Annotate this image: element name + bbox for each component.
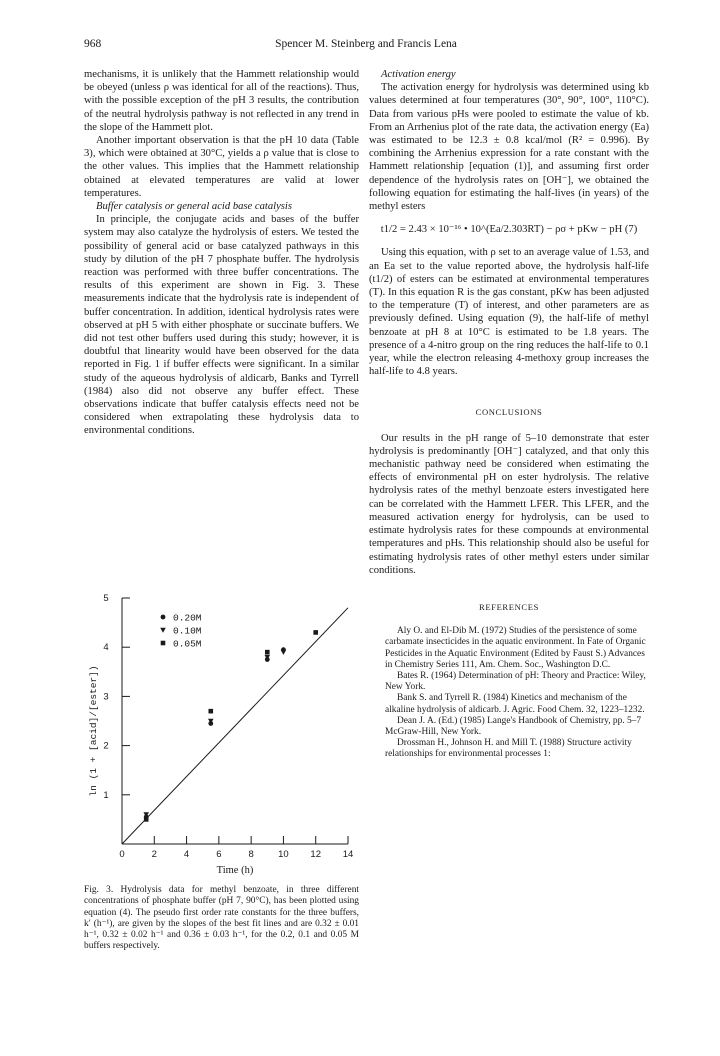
x-axis-label: Time (h): [216, 865, 254, 876]
legend-marker: [161, 615, 166, 620]
x-tick-label: 6: [216, 849, 222, 860]
section-heading-activation: Activation energy: [381, 69, 456, 80]
chart-fit-line: [122, 608, 348, 844]
figure-3: [84, 586, 359, 886]
legend-label: 0.20M: [173, 612, 202, 624]
references-heading: REFERENCES: [479, 601, 539, 612]
legend-marker: [160, 628, 166, 633]
right-column: [369, 68, 649, 761]
best-fit-line: [122, 608, 348, 844]
chart-points: [143, 630, 318, 822]
data-point-0.05m: [265, 650, 270, 655]
left-paragraph-2: Another important observation is that the pH 10 data (Table 3), which were obtained at 30°C, yields a ρ value that is close to the other values. This implies that the Hammett relationship obtained at elevated temperatures are valid at lower temperatures.: [84, 135, 359, 199]
equation-7: t1/2 = 2.43 × 10⁻¹⁶ • 10^(Ea/2.303RT) − ρσ + pKw − pH (7): [380, 224, 638, 236]
reference-list: [369, 626, 649, 760]
section-heading-buffer: Buffer catalysis or general acid base catalysis: [96, 201, 292, 213]
running-header: [84, 38, 648, 54]
data-point-0.05m: [313, 630, 318, 635]
reference-item: Bank S. and Tyrrell R. (1984) Kinetics and mechanism of the alkaline hydrolysis of aldicarb. J. Agric. Food Chem. 32, 1223–1232.: [385, 693, 645, 715]
conclusions-heading: CONCLUSIONS: [475, 407, 543, 418]
right-paragraph-1: The activation energy for hydrolysis was determined using kb values determined at four temperatures (30°, 90°, 100°, 110°C). Data from various pHs were pooled to estimate the value of kb. From an Arrhenius plot of the rate data, the activation energy (Ea) was estimated to be 12.3 ± 0.8 kcal/mol (R² = 0.996). By combining the Arrhenius expression for a rate constant with the Hammett relationship [equation (1)], and assuming first order dependence of the hydrolysis rates on [OH⁻], we obtained the following equation for estimating the half-lives (in years) of the methyl esters: [369, 82, 649, 213]
legend-label: 0.05M: [173, 638, 202, 650]
chart-legend: [160, 613, 202, 650]
y-axis-label: ln (1 + [acid]/[ester]): [88, 665, 99, 797]
x-tick-label: 2: [151, 849, 157, 860]
reference-item: Dean J. A. (Ed.) (1985) Lange's Handbook of Chemistry, pp. 5–7 McGraw-Hill, New York.: [385, 715, 642, 737]
x-tick-label: 0: [119, 849, 125, 860]
reference-item: Drossman H., Johnson H. and Mill T. (1988) Structure activity relationships for environmental processes 1:: [385, 738, 632, 760]
y-tick-label: 2: [103, 740, 109, 752]
figure-3-chart: [84, 586, 359, 886]
legend-label: 0.10M: [173, 625, 202, 637]
data-point-0.05m: [208, 709, 213, 714]
left-paragraph-3: In principle, the conjugate acids and bases of the buffer system may also catalyze the hydrolysis of esters. We tested the possibility of general acid or base catalyzed pathways in this study by dilution of the pH 7 phosphate buffer. The hydrolysis reaction was performed with three buffer concentrations. The results of this experiment are shown in Fig. 3. These measurements indicate that the hydrolysis rate is independent of buffer concentration. In addition, identical hydrolysis rates were observed at pH 5 with either phosphate or succinate buffers. We did not test other buffers used during this study; however, it is doubtful that linearity would have been observed for the data reported in Fig. 1 if buffer effects were significant. In a similar study of the aqueous hydrolysis of aldicarb, Banks and Tyrrell (1984) also did not observe any buffer effect. These observations indicate that buffer catalysis effects need not be considered when extrapolating these hydrolysis data to environmental conditions.: [84, 214, 359, 437]
chart-axes: [122, 598, 348, 844]
y-tick-label: 1: [103, 789, 109, 801]
right-paragraph-2: Using this equation, with ρ set to an average value of 1.53, and an Ea set to the value reported above, the hydrolysis half-life (t1/2) of esters can be estimated at environmental temperatures (T). In this equation R is the gas constant, pKw has been adjusted to the temperature (T) of interest, and other parameters are as previously defined. Using equation (9), the half-life of methyl benzoate at pH 8 at 10°C is estimated to be 1.8 years. The presence of a 4-nitro group on the ring reduces the half-life to 0.1 year, while the electron releasing 4-methoxy group increases the half-life to 4.8 years.: [369, 247, 649, 378]
x-tick-label: 4: [183, 849, 190, 860]
x-tick-label: 14: [342, 849, 354, 860]
x-tick-label: 12: [310, 849, 322, 860]
x-tick-label: 8: [248, 849, 254, 860]
right-paragraph-3: Our results in the pH range of 5–10 demonstrate that ester hydrolysis is predominantly [OH⁻] catalyzed, and that only this mechanistic pathway need be considered when estimating the effects of environmental pH on ester hydrolysis. The relative hydrolysis rates of the methyl benzoate esters investigated here can be correlated with the Hammett LFER. This LFER, and the measured activation energy for hydrolysis, can be used to estimate hydrolysis rates for these compounds at environmental temperatures and pHs. This relationship should also be useful for estimating hydrolysis rates of other methyl esters under similar conditions.: [369, 432, 649, 576]
data-point-0.10m: [281, 650, 287, 655]
y-tick-label: 5: [103, 593, 109, 604]
data-point-0.05m: [144, 817, 149, 822]
figure-caption: Fig. 3. Hydrolysis data for methyl benzoate, in three different concentrations of phosphate buffer (pH 7, 90°C), has been plotted using equation (4). The pseudo first order rate constants for the three buffers, k′ (h⁻¹), are given by the slopes of the best fit lines and are 0.32 ± 0.01 h⁻¹, 0.32 ± 0.02 h⁻¹ and 0.36 ± 0.03 h⁻¹, for the 0.2, 0.1 and 0.05 M buffers respectively.: [84, 885, 359, 952]
reference-item: Bates R. (1964) Determination of pH: Theory and Practice: Wiley, New York.: [385, 670, 646, 693]
x-tick-label: 10: [278, 849, 289, 860]
y-tick-label: 3: [103, 691, 109, 703]
legend-marker: [161, 641, 166, 646]
left-paragraph-1: mechanisms, it is unlikely that the Hammett relationship would be obeyed (unless ρ was identical for all of the reactions). Thus, with the possible exception of the pH 3 results, the contribution of the neutral hydrolysis pathway is not reflected in any trend in the slope of the Hammett plot.: [84, 69, 359, 133]
page-number: 968: [84, 38, 102, 50]
running-title: Spencer M. Steinberg and Francis Lena: [275, 38, 457, 50]
left-column: [84, 68, 359, 438]
y-tick-label: 4: [103, 642, 109, 654]
reference-item: Aly O. and El-Dib M. (1972) Studies of the persistence of some carbamate insecticides in the aquatic environment. In Fate of Organic Pesticides in the Aquatic Environment (Edited by Faust S.) Advances in Chemistry Series 111, Am. Chem. Soc., Washington D.C.: [385, 626, 646, 670]
